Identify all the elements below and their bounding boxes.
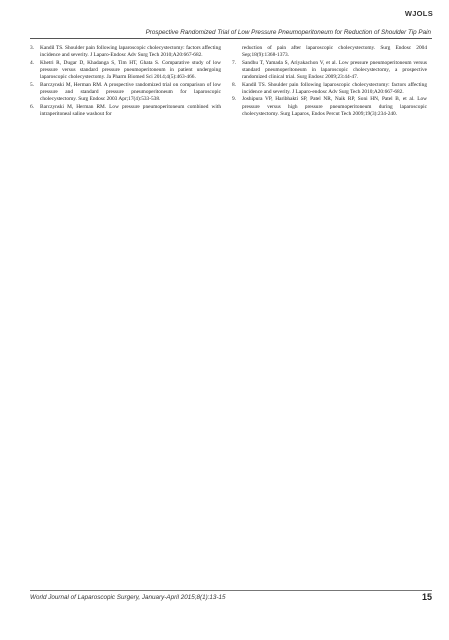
footer-rule — [30, 590, 432, 591]
reference-number: 7. — [232, 59, 237, 66]
reference-item — [30, 104, 221, 119]
reference-number: 3. — [30, 45, 35, 51]
reference-item — [30, 82, 221, 104]
running-title: Prospective Randomized Trial of Low Pressure Pneumoperitoneum for Reduction of Shoulder Tip Pain — [145, 29, 431, 36]
reference-text: reduction of pain after laparoscopic cholecystectomy. Surg Endosc 2004 Sep;18(9):1368-1373. — [242, 45, 427, 59]
reference-text: Barczynski M, Herman RM. A prospective randomized trial on comparison of low pressure and standard pressure pneumoperitoneum for laparoscopic cholecystectomy. Surg Endosc 2003 Apr;17(4):533-538. — [40, 81, 221, 103]
reference-item — [232, 60, 427, 82]
footer-journal-citation: World Journal of Laparoscopic Surgery, January-April 2015;8(1):13-15 — [30, 594, 226, 601]
reference-text: Khetri R, Dugar D, Khadanga S, Tim HT, Ghata S. Comparative study of low pressure versus standard pressure pneumoperitoneum in patient undergoing laparoscopic cholecystectomy. Ja Pharm Biomed Sci 2014;4(5):463-466. — [40, 59, 221, 81]
journal-tag: WJOLS — [404, 9, 433, 18]
references-left-column — [30, 45, 221, 118]
reference-number: 4. — [30, 59, 35, 66]
reference-text: Barczynski M, Herman RM. Low pressure pneumoperitoneum combined with intraperitoneal saline washout for — [40, 103, 221, 118]
reference-item — [30, 60, 221, 82]
reference-item — [30, 45, 221, 60]
page-number: 15 — [421, 592, 432, 602]
reference-text: Kandil TS. Shoulder pain following laparoscopic cholecystectomy: factors affecting incidence and severity. J Laparo-endosc Adv Surg Tech 2010;A20:667-682. — [242, 81, 427, 96]
reference-number: 5. — [30, 81, 35, 88]
reference-text: Sandhu T, Yamada S, Ariyakachon V, et al. Low pressure pneumoperitoneum versus standard pneumoperitoneum in laparoscopic cholecystectomy, a prospective randomized clinical trial. Surg Endosc 2009;23:44-47. — [242, 59, 427, 81]
reference-text: Joshipura VP, Haribhakti SP, Patel NR, Naik RP, Soni HN, Patel B, et al. Low pressure versus high pressure pneumoperitoneum during laparoscopic cholecystectomy. Surg Laparos, Endos Percut Tech 2009;19(3):234-240. — [242, 96, 427, 118]
reference-number — [232, 45, 242, 60]
reference-number: 8. — [232, 81, 237, 88]
reference-number: 6. — [30, 103, 35, 110]
reference-item-continued — [232, 45, 427, 60]
reference-item — [232, 96, 427, 118]
reference-number: 9. — [232, 96, 237, 103]
header-rule — [30, 38, 432, 39]
reference-text: Kandil TS. Shoulder pain following laparoscopic cholecystectomy: factors affecting incidence and severity. J Laparo-Endosc Adv Surg Tech 2010;A20:667-682. — [40, 45, 221, 59]
reference-item — [232, 82, 427, 97]
references-right-column — [232, 45, 427, 118]
